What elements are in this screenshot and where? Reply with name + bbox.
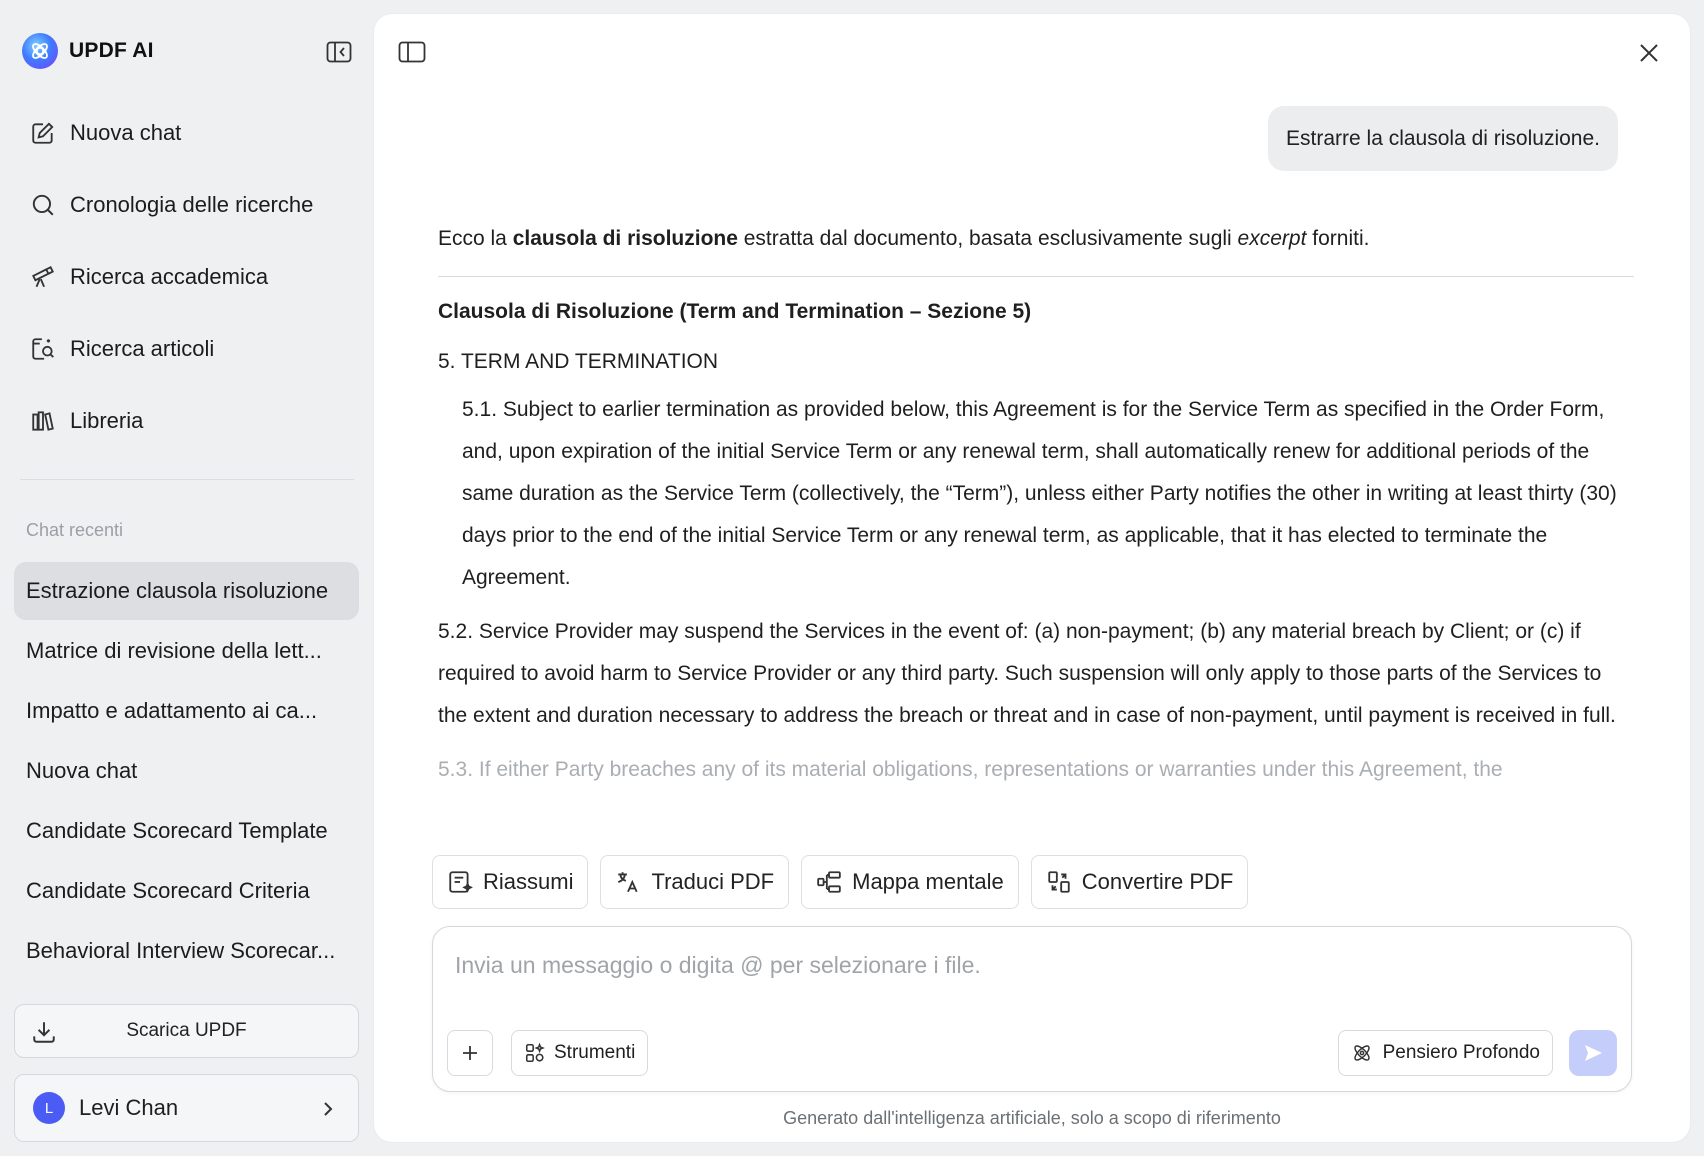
close-icon[interactable] xyxy=(1634,38,1664,68)
document-search-icon xyxy=(26,332,60,366)
sidebar-panel-icon[interactable] xyxy=(396,38,428,66)
brand[interactable] xyxy=(22,31,154,71)
app-name: UPDF AI xyxy=(69,39,154,62)
qa-label: Riassumi xyxy=(483,869,574,894)
section-heading: 5. TERM AND TERMINATION xyxy=(438,350,719,373)
paragraph-5-1: 5.1. Subject to earlier termination as provided below, this Agreement is for the Service Term as specified in the Order Form, and, upon expiration of the initial Service Term or any renewal term, shall automatically renew for additional periods of the same duration as the Service Term (collectively, the “Term”), unless either Party notifies the other in writing at least thirty (30) days prior to the end of the initial Service Term or any renewal term, as applicable, that it has elected to terminate the Agreement. xyxy=(462,398,1617,589)
user-name: Levi Chan xyxy=(79,1095,179,1120)
download-icon xyxy=(31,1019,57,1045)
avatar: L xyxy=(33,1092,65,1124)
deep-thinking-button[interactable] xyxy=(1338,1030,1553,1076)
edit-icon xyxy=(26,116,60,150)
tools-label: Strumenti xyxy=(554,1042,636,1063)
recent-chats-title: Chat recenti xyxy=(26,520,124,540)
convert-icon xyxy=(1046,869,1072,895)
qa-label: Convertire PDF xyxy=(1081,869,1234,894)
atom-icon xyxy=(1351,1042,1373,1064)
nav-label: Libreria xyxy=(70,408,144,433)
paragraph-5-3: 5.3. If either Party breaches any of its material obligations, representations or warranties under this Agreement, the xyxy=(438,758,1503,781)
search-icon xyxy=(26,188,60,222)
nav-label: Ricerca articoli xyxy=(70,336,215,361)
scroll-fade xyxy=(374,794,1690,854)
qa-label: Traduci PDF xyxy=(651,869,775,894)
answer-intro xyxy=(438,224,1634,254)
sidebar-divider xyxy=(20,479,354,480)
intro-bold: clausola di risoluzione xyxy=(512,227,738,250)
download-label: Scarica UPDF xyxy=(126,1020,247,1041)
intro-text: estratta dal documento, basata esclusivamente sugli xyxy=(737,227,1238,250)
convert-pdf-button[interactable] xyxy=(1031,855,1249,909)
mind-map-button[interactable] xyxy=(801,855,1019,909)
tools-icon xyxy=(524,1042,546,1064)
collapse-sidebar-icon[interactable] xyxy=(324,38,354,66)
download-updf-button[interactable] xyxy=(14,1004,359,1058)
nav-library[interactable] xyxy=(26,397,356,445)
translate-pdf-button[interactable] xyxy=(600,855,789,909)
summary-icon xyxy=(447,869,473,895)
sidebar xyxy=(0,0,372,1156)
intro-text: forniti. xyxy=(1306,227,1370,250)
nav-label: Ricerca accademica xyxy=(70,264,269,289)
send-button[interactable] xyxy=(1569,1030,1617,1076)
recent-chat-item[interactable]: Matrice di revisione della lett... xyxy=(26,638,322,663)
message-composer xyxy=(432,926,1632,1092)
nav-new-chat[interactable] xyxy=(26,109,356,157)
qa-label: Mappa mentale xyxy=(852,869,1004,894)
clause-title: Clausola di Risoluzione (Term and Termination – Sezione 5) xyxy=(438,300,1032,323)
mind-map-icon xyxy=(816,869,842,895)
nav-label: Nuova chat xyxy=(70,120,182,145)
nav-academic-research[interactable] xyxy=(26,253,356,301)
intro-text: Ecco la xyxy=(438,227,513,250)
recent-chat-item[interactable]: Impatto e adattamento ai ca... xyxy=(26,698,318,723)
recent-chat-item[interactable]: Candidate Scorecard Template xyxy=(26,818,328,843)
recent-chat-item[interactable]: Nuova chat xyxy=(26,758,138,783)
nav-label: Cronologia delle ricerche xyxy=(70,192,314,217)
ai-disclaimer: Generato dall'intelligenza artificiale, solo a scopo di riferimento xyxy=(783,1108,1281,1128)
deep-label: Pensiero Profondo xyxy=(1382,1042,1540,1063)
quick-actions xyxy=(432,855,1248,909)
nav-article-research[interactable] xyxy=(26,325,356,373)
paragraph-5-2: 5.2. Service Provider may suspend the Services in the event of: (a) non-payment; (b) any material breach by Client; or (c) if required to avoid harm to Service Provider or any third party. Such suspension will only apply to those parts of the Services to the extent and duration necessary to address the breach or threat and in case of non-payment, until payment is received in full. xyxy=(438,620,1616,727)
chat-panel xyxy=(374,14,1690,1142)
telescope-icon xyxy=(26,260,60,294)
nav-search-history[interactable] xyxy=(26,181,356,229)
summarize-button[interactable] xyxy=(432,855,588,909)
user-message: Estrarre la clausola di risoluzione. xyxy=(1268,106,1618,171)
intro-italic: excerpt xyxy=(1237,227,1307,250)
translate-icon xyxy=(615,869,641,895)
recent-chat-item[interactable]: Candidate Scorecard Criteria xyxy=(26,878,310,903)
answer-divider xyxy=(438,276,1634,277)
recent-chat-item[interactable]: Estrazione clausola risoluzione xyxy=(14,562,359,620)
chevron-right-icon xyxy=(318,1097,338,1121)
user-profile[interactable] xyxy=(14,1074,359,1142)
library-icon xyxy=(26,404,60,438)
tools-button[interactable] xyxy=(511,1030,648,1076)
add-attachment-button[interactable] xyxy=(447,1030,493,1076)
updf-logo-icon xyxy=(22,33,58,69)
message-input[interactable] xyxy=(455,947,1555,983)
recent-chat-item[interactable]: Behavioral Interview Scorecar... xyxy=(26,938,336,963)
send-icon xyxy=(1582,1042,1604,1064)
ai-answer xyxy=(438,224,1634,791)
